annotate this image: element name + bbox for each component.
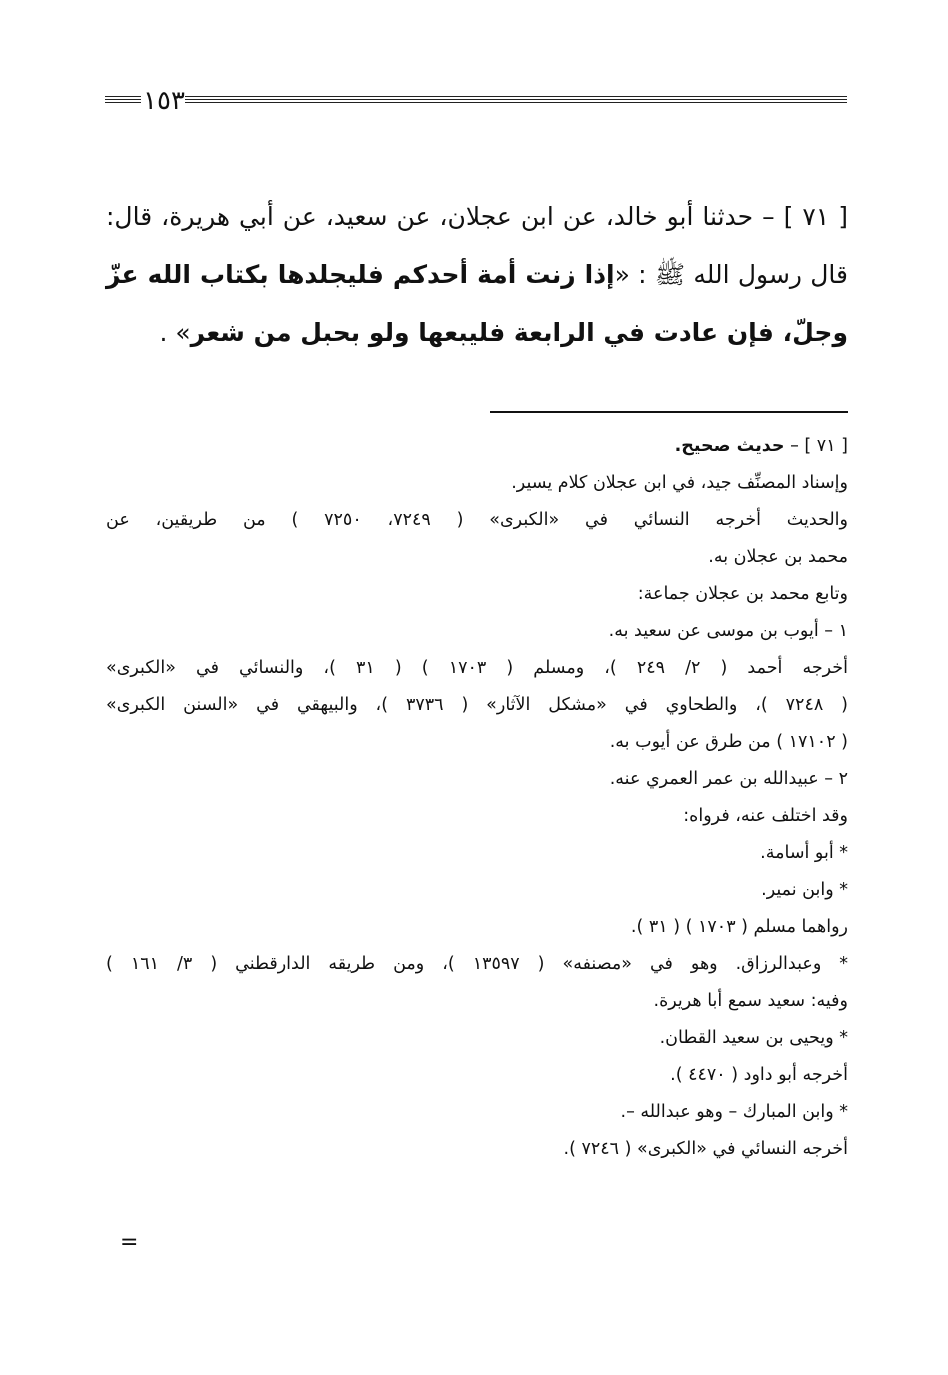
note-line: محمد بن عجلان به. [708,547,848,567]
hadith-matn: إذا زنت أمة أحدكم فليجلدها بكتاب الله عزّ وجلّ، فإن عادت في الرابعة فليبعها ولو بحبل من شعر [106,260,848,347]
note-line: أخرجه أحمد ( ٢/ ٢٤٩ )، ومسلم ( ١٧٠٣ ) ( ٣١ )، والنسائي في «الكبرى» [106,658,848,678]
note-line: وتابع محمد بن عجلان جماعة: [637,584,848,604]
note-line: وفيه: سعيد سمع أبا هريرة. [653,991,848,1011]
note-line: رواهما مسلم ( ١٧٠٣ ) ( ٣١ ). [630,917,848,937]
note-line: والحديث أخرجه النسائي في «الكبرى» ( ٧٢٤٩، ٧٢٥٠ ) من طريقين، عن [106,510,848,530]
page-header [105,86,847,116]
note-line: * ويحيى بن سعيد القطان. [659,1028,848,1048]
continuation-mark: = [120,1230,139,1255]
note-line: وقد اختلف عنه، فرواه: [683,806,848,826]
page-number: ١٥٣ [143,86,185,116]
header-rule-left [185,96,847,105]
note-line: ( ١٧١٠٢ ) من طرق عن أيوب به. [609,732,848,752]
note-line: * وابن نمير. [761,880,848,900]
note-line: * وعبدالرزاق. وهو في «مصنفه» ( ١٣٥٩٧ )، ومن طريقه الدارقطني ( ٣/ ١٦١ ) [106,954,849,974]
note-line: * وابن المبارك – وهو عبدالله –. [620,1102,848,1122]
footnotes [106,428,848,1168]
footnote-dash: – [790,436,799,456]
hadith-chain: حدثنا أبو خالد، عن ابن عجلان، عن سعيد، عن أبي هريرة، قال: قال رسول الله ﷺ : « [106,202,848,289]
footnote-heading [106,428,848,465]
note-line: أخرجه أبو داود ( ٤٤٧٠ ). [670,1065,848,1085]
note-line: أخرجه النسائي في «الكبرى» ( ٧٢٤٦ ). [563,1139,848,1159]
footnote-grade: حديث صحيح. [674,436,785,456]
footnote-separator [490,411,848,413]
footnote-number: [ ٧١ ] [804,436,848,456]
note-line: وإسناد المصنِّف جيد، في ابن عجلان كلام يسير. [511,473,848,493]
hadith-dash: – [762,202,775,231]
hadith-text [106,188,848,362]
note-line: ٢ – عبيدالله بن عمر العمري عنه. [609,769,848,789]
note-line: ( ٧٢٤٨ )، والطحاوي في «مشكل الآثار» ( ٣٧٣٦ )، والبيهقي في «السنن الكبرى» [106,695,848,715]
hadith-number: [ ٧١ ] [783,202,848,231]
hadith-ending: » . [159,318,191,347]
note-line: * أبو أسامة. [760,843,848,863]
header-rule-right [105,96,141,105]
note-line: ١ – أيوب بن موسى عن سعيد به. [608,621,848,641]
